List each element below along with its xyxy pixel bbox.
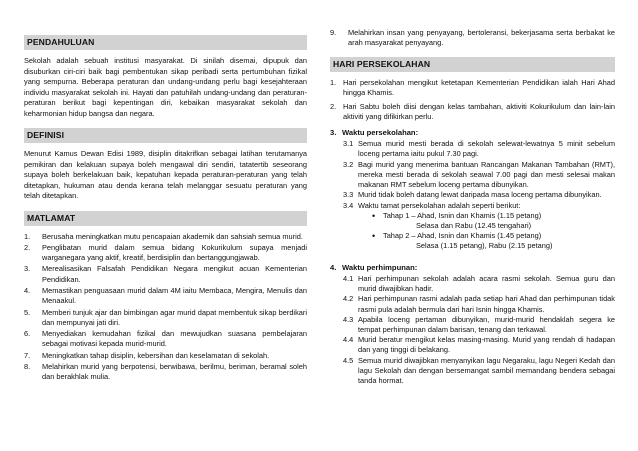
list-item: 3. Merealisasikan Falsafah Pendidikan Negara mengikut acuan Kementerian Pendidikan. <box>24 264 307 284</box>
section-heading-pendahuluan: PENDAHULUAN <box>24 35 307 50</box>
bullet-item-tahap-1: • Tahap 1 – Ahad, Isnin dan Khamis (1.15 petang) <box>372 210 542 221</box>
list-item: 1. Berusaha meningkatkan mutu pencapaian akademik dan sahsiah semua murid. <box>24 231 303 241</box>
section-heading-matlamat: MATLAMAT <box>24 211 307 226</box>
sub-list-item: 4.4 Murid beratur mengikut kelas masing-masing. Murid yang rendah di hadapan dan yang tinggi di belakang. <box>343 335 615 355</box>
sub-list-item: 4.5 Semua murid diwajibkan menyanyikan lagu Negaraku, lagu Negeri Kedah dan lagu Sekolah dan dengan bersemangat sambil memandang bendera sebagai tanda hormat. <box>343 355 615 386</box>
section-heading-hari-persekolahan: HARI PERSEKOLAHAN <box>330 57 615 72</box>
list-item-matlamat-9: 9. Melahirkan insan yang penyayang, bertoleransi, bekerjasama serta berbakat ke arah masyarakat penyayang. <box>330 28 615 48</box>
list-item: 7. Meningkatkan tahap disiplin, kebersihan dan keselamatan di sekolah. <box>24 350 270 360</box>
sub-list-item: 4.3 Apabila loceng pertaman dibunyikan, murid-murid hendaklah segera ke tempat perhimpunan dalam barisan, tenang dan terkawal. <box>343 314 615 335</box>
sub-list-item: 3.3 Murid tidak boleh datang lewat daripada masa loceng pertama dibunyikan. <box>343 190 602 200</box>
list-item: 8. Melahirkan murid yang berpotensi, berwibawa, berilmu, beriman, beramal soleh dan berakhlak mulia. <box>24 362 307 382</box>
waktu-perhimpunan-heading: 4. Waktu perhimpunan: <box>330 262 418 272</box>
sub-list-item: 3.2 Bagi murid yang menerima bantuan Rancangan Makanan Tambahan (RMT), mereka mesti berada di sekolah seawal 7.00 pagi dan mesti selesai makan makanan RMT sebelum loceng pertama dibunyikan. <box>343 159 615 190</box>
sub-list-item: 4.1 Hari perhimpunan sekolah adalah acara rasmi sekolah. Semua guru dan murid diwajibkan hadir. <box>343 274 615 294</box>
list-item: 6. Menyediakan kemudahan fizikal dan mewujudkan suasana pembelajaran sebagai motivasi kepada murid-murid. <box>24 329 307 349</box>
list-item: 1. Hari persekolahan mengikut ketetapan Kementerian Pendidikan ialah Hari Ahad hingga Khamis. <box>330 77 615 97</box>
waktu-persekolahan-heading: 3. Waktu persekolahan: <box>330 127 419 137</box>
list-item: 5. Memberi tunjuk ajar dan bimbingan agar murid dapat membentuk sikap berdikari dan mempunyai jati diri. <box>24 307 307 327</box>
sub-list-item: 4.2 Hari perhimpunan rasmi adalah pada setiap hari Ahad dan perhimpunan tidak rasmi pula adalah bermula dari hari Isnin hingga Khamis. <box>343 294 615 314</box>
list-item: 4. Memastikan penguasaan murid dalam 4M iaitu Membaca, Mengira, Menulis dan Menaakul. <box>24 285 307 306</box>
left-column <box>24 35 307 384</box>
sub-list-item: 3.4 Waktu tamat persekolahan adalah seperti berikut: <box>343 200 521 210</box>
pendahuluan-text: Sekolah adalah sebuah institusi masyarakat. Di sinilah disemai, dipupuk dan disuburkan ciri-ciri baik bagi pembentukan sikap peribadi serta pertumbuhan fizikal yang sempurna. Beberapa peraturan dan undang-undang perlu bagi kesejahteraan individu masyarakat sekolah ini. Hayati dan patuhilah undang-undang dan peraturan-peraturan berikut bagi kepentingan diri, kebaikan masyarakat sekolah dan keharmonian hidup bangsa dan negara. <box>24 56 307 118</box>
matlamat-list <box>24 232 307 383</box>
bullet-dot-icon: • <box>372 210 376 221</box>
bullet-continuation: Selasa dan Rabu (12.45 tengahari) <box>416 220 532 230</box>
bullet-continuation: Selasa (1.15 petang), Rabu (2.15 petang) <box>416 241 553 251</box>
list-item: 2. Hari Sabtu boleh diisi dengan kelas tambahan, aktiviti Kokurikulum dan lain-lain aktiviti yang difikirkan perlu. <box>330 102 615 122</box>
sub-list-item: 3.1 Semua murid mesti berada di sekolah selewat-lewatnya 5 minit sebelum loceng pertama iaitu pukul 7.30 pagi. <box>343 139 615 159</box>
bullet-item-tahap-2: • Tahap 2 – Ahad, Isnin dan Khamis (1.45 petang) <box>372 231 542 242</box>
list-item: 2. Penglibatan murid dalam semua bidang Kokurikulum supaya menjadi warganegara yang aktif, kreatif, berdisiplin dan bertanggungjawab. <box>24 242 307 263</box>
right-column <box>330 28 615 386</box>
definisi-text: Menurut Kamus Dewan Edisi 1989, disiplin ditakrifkan sebagai latihan terutamanya pemikiran dan kelakuan supaya boleh mengawal diri sendiri, tatatertib seseorang supaya boleh berkelakuan baik, kepatuhan kepada peraturan-peraturan yang telah ditetapkan, hukuman atau denda kerana telah melanggar sesuatu peraturan yang telah ditetapkan. <box>24 149 307 200</box>
section-heading-definisi: DEFINISI <box>24 128 307 143</box>
bullet-dot-icon: • <box>372 231 376 242</box>
